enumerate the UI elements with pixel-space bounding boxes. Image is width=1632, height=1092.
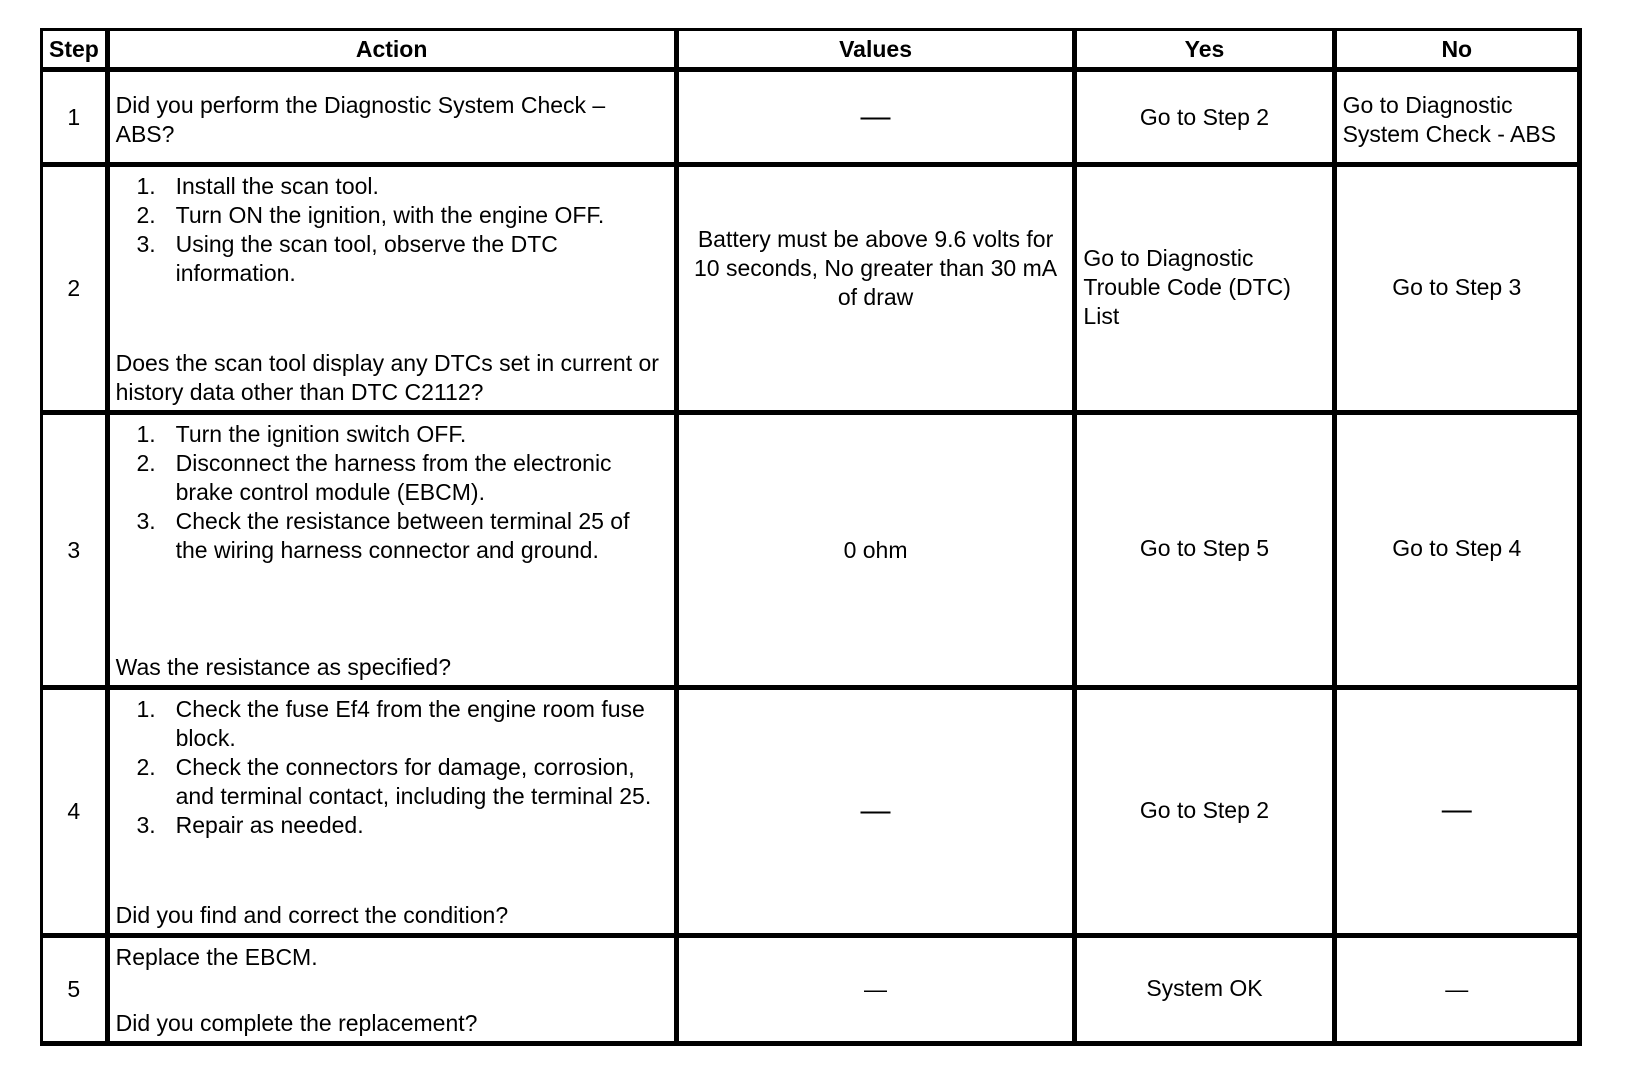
action-cell xyxy=(110,415,679,690)
action-cell xyxy=(110,72,679,167)
values-text: Battery must be above 9.6 volts for 10 seconds, No greater than 30 mA of draw xyxy=(693,226,1058,310)
action-intro: Replace the EBCM. xyxy=(115,944,318,970)
values-cell: — xyxy=(679,938,1078,1046)
values-cell xyxy=(679,167,1078,415)
yes-cell: Go to Step 2 xyxy=(1077,72,1336,167)
header-row xyxy=(43,31,1582,72)
no-cell: Go to Step 3 xyxy=(1337,167,1582,415)
action-question: Does the scan tool display any DTCs set in current or history data other than DTC C2112? xyxy=(115,350,659,405)
table-row xyxy=(43,72,1582,167)
step-number: 4 xyxy=(43,690,110,938)
action-cell xyxy=(110,690,679,938)
list-item: 3. Using the scan tool, observe the DTC information. xyxy=(136,231,558,286)
values-text: — xyxy=(860,794,891,827)
header-yes: Yes xyxy=(1077,31,1336,72)
values-cell xyxy=(679,690,1078,938)
table-row xyxy=(43,415,1582,690)
yes-cell: Go to Step 5 xyxy=(1077,415,1336,690)
table-row xyxy=(43,938,1582,1046)
yes-cell: Go to Diagnostic Trouble Code (DTC) List xyxy=(1077,167,1336,415)
list-item: 2. Check the connectors for damage, corrosion, and terminal contact, including the terminal 25. xyxy=(136,754,652,809)
list-item: 2. Turn ON the ignition, with the engine OFF. xyxy=(136,202,605,228)
step-number: 5 xyxy=(43,938,110,1046)
action-question: Did you perform the Diagnostic System Check – ABS? xyxy=(115,91,606,147)
action-steps xyxy=(116,695,668,840)
values-cell: 0 ohm xyxy=(679,415,1078,690)
header-action: Action xyxy=(110,31,679,72)
yes-cell: System OK xyxy=(1077,938,1336,1046)
list-item: 3. Repair as needed. xyxy=(136,812,364,838)
values-cell xyxy=(679,72,1078,167)
list-item: 1. Turn the ignition switch OFF. xyxy=(136,421,467,447)
diagnostic-table xyxy=(40,28,1582,1046)
list-item: 2. Disconnect the harness from the electronic brake control module (EBCM). xyxy=(136,450,612,505)
list-item: 3. Check the resistance between terminal 25 of the wiring harness connector and ground. xyxy=(136,508,630,563)
step-number: 2 xyxy=(43,167,110,415)
no-cell: — xyxy=(1337,938,1582,1046)
header-values: Values xyxy=(679,31,1078,72)
values-text: — xyxy=(860,99,891,133)
action-steps xyxy=(116,420,668,565)
action-question: Did you find and correct the condition? xyxy=(115,902,509,928)
action-question: Was the resistance as specified? xyxy=(115,654,451,680)
header-step: Step xyxy=(43,31,110,72)
header-no: No xyxy=(1337,31,1582,72)
action-steps xyxy=(116,172,668,288)
table-row xyxy=(43,690,1582,938)
yes-cell: Go to Step 2 xyxy=(1077,690,1336,938)
action-cell xyxy=(110,938,679,1046)
step-number: 1 xyxy=(43,72,110,167)
no-cell: Go to Diagnostic System Check - ABS xyxy=(1337,72,1582,167)
no-cell xyxy=(1337,690,1582,938)
step-number: 3 xyxy=(43,415,110,690)
no-cell: Go to Step 4 xyxy=(1337,415,1582,690)
no-text: — xyxy=(1441,792,1472,826)
list-item: 1. Install the scan tool. xyxy=(136,173,379,199)
list-item: 1. Check the fuse Ef4 from the engine room fuse block. xyxy=(136,696,645,751)
action-question: Did you complete the replacement? xyxy=(115,1010,478,1036)
action-cell xyxy=(110,167,679,415)
table-row xyxy=(43,167,1582,415)
